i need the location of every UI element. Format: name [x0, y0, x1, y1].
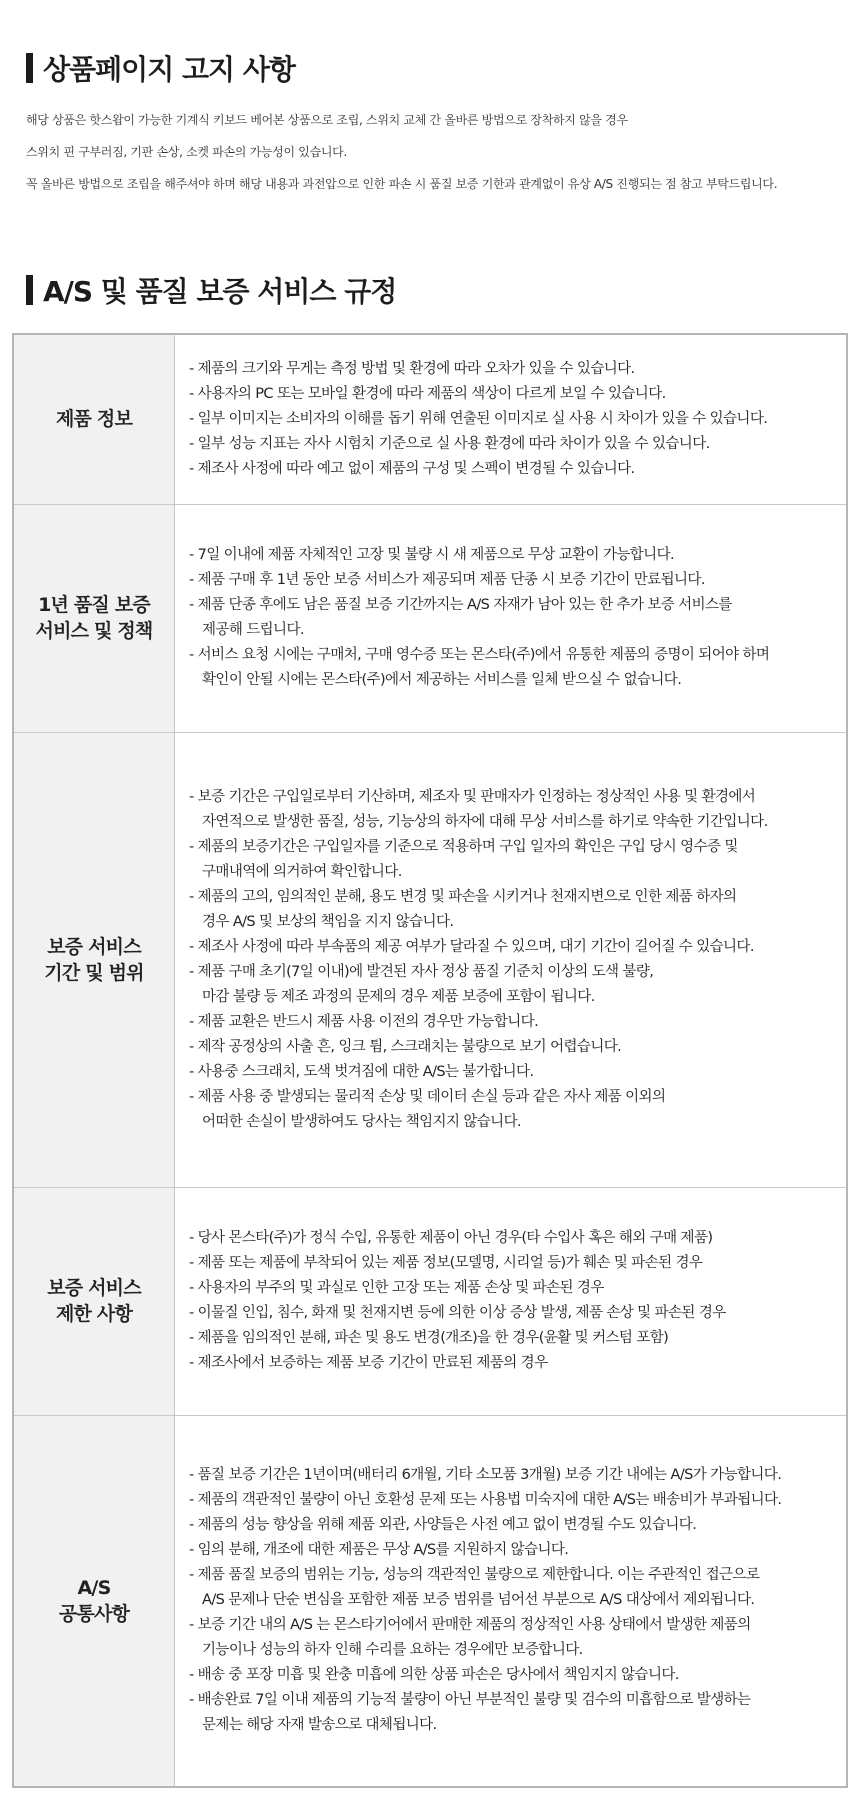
list-item: [189, 543, 836, 568]
notice-line: 스위치 핀 구부러짐, 기판 손상, 소켓 파손의 가능성이 있습니다.: [26, 145, 347, 159]
list-item-text: - 서비스 요청 시에는 구매처, 구매 영수증 또는 몬스타(주)에서 유통한 제품의 증명이 되어야 하며: [189, 647, 770, 663]
list-item: [189, 457, 836, 482]
list-item: [189, 885, 836, 935]
list-item-text: - 제품의 성능 향상을 위해 제품 외관, 사양들은 사전 예고 없이 변경될 수도 있습니다.: [189, 1517, 697, 1534]
row-as-common: [13, 1415, 847, 1787]
row-content: [175, 504, 848, 732]
list-item: [189, 935, 836, 960]
row-warranty-policy: [13, 504, 847, 732]
list-item: [189, 382, 836, 407]
list-item: [189, 785, 836, 835]
list-item-continuation: 확인이 안될 시에는 몬스타(주)에서 제공하는 서비스를 일체 받으실 수 없습니다.: [202, 672, 682, 688]
list-item: [189, 1513, 836, 1538]
row-label-line: 서비스 및 정책: [35, 620, 153, 642]
notice-section: [26, 48, 836, 208]
list-item: [189, 1060, 836, 1085]
notice-line: 꼭 올바른 방법으로 조립을 해주셔야 하며 해당 내용과 과전압으로 인한 파손 시 품질 보증 기한과 관계없이 유상 A/S 진행되는 점 참고 부탁드립니다.: [26, 177, 778, 191]
row-label: [13, 732, 175, 1187]
list-item-text: - 제품 교환은 반드시 제품 사용 이전의 경우만 가능합니다.: [189, 1013, 539, 1030]
list-item: [189, 1488, 836, 1513]
list-item-text: - 제품 구매 후 1년 동안 보증 서비스가 제공되며 제품 단종 시 보증 기간이 만료됩니다.: [189, 572, 705, 588]
list-item: [189, 1563, 836, 1613]
list-item: [189, 432, 836, 457]
list-item-text: - 제품 사용 중 발생되는 물리적 손상 및 데이터 손실 등과 같은 자사 제품 이외의: [189, 1088, 666, 1105]
row-label-line: 공통사항: [58, 1602, 130, 1625]
list-item-continuation: 기능이나 성능의 하자 인해 수리를 요하는 경우에만 보증합니다.: [202, 1642, 583, 1659]
list-item: [189, 1688, 836, 1738]
list-item: [189, 1301, 836, 1326]
list-item-text: - 제조사 사정에 따라 부속품의 제공 여부가 달라질 수 있으며, 대기 기간이 길어질 수 있습니다.: [189, 938, 754, 955]
row-label: [13, 504, 175, 732]
list-item-text: - 7일 이내에 제품 자체적인 고장 및 불량 시 새 제품으로 무상 교환이 가능합니다.: [189, 547, 675, 563]
list-item-text: - 제품의 크기와 무게는 측정 방법 및 환경에 따라 오차가 있을 수 있습니다.: [189, 360, 635, 377]
row-label-line: 보증 서비스: [47, 1277, 141, 1299]
list-item-text: - 사용자의 PC 또는 모바일 환경에 따라 제품의 색상이 다르게 보일 수 있습니다.: [189, 385, 666, 402]
row-label-line: 기간 및 범위: [44, 961, 144, 984]
list-item: [189, 835, 836, 885]
heading-bar: [26, 53, 33, 83]
list-item-continuation: 제공해 드립니다.: [202, 622, 304, 638]
list-item-text: - 보증 기간 내의 A/S 는 몬스타기어에서 판매한 제품의 정상적인 사용 상태에서 발생한 제품의: [189, 1617, 751, 1634]
list-item-text: - 배송완료 7일 이내 제품의 기능적 불량이 아닌 부분적인 불량 및 검수의 미흡함으로 발생하는: [189, 1692, 751, 1709]
row-product-info: [13, 334, 847, 504]
policy-table: [12, 333, 848, 1788]
notice-lines: [26, 112, 836, 192]
list-item-text: - 사용중 스크래치, 도색 벗겨짐에 대한 A/S는 불가합니다.: [189, 1063, 534, 1080]
list-item-text: - 제품의 보증기간은 구입일자를 기준으로 적용하며 구입 일자의 확인은 구입 당시 영수증 및: [189, 838, 738, 855]
row-label-line: A/S: [77, 1576, 111, 1599]
list-item-text: - 일부 이미지는 소비자의 이해를 돕기 위해 연출된 이미지로 실 사용 시 차이가 있을 수 있습니다.: [189, 410, 768, 427]
list-item-text: - 제품의 고의, 임의적인 분해, 용도 변경 및 파손을 시키거나 천재지변으로 인한 제품 하자의: [189, 888, 737, 905]
row-label-line: 1년 품질 보증: [38, 594, 150, 616]
row-label-line: 보증 서비스: [47, 935, 141, 958]
list-item-text: - 제품 단종 후에도 남은 품질 보증 기간까지는 A/S 자재가 남아 있는 한 추가 보증 서비스를: [189, 597, 732, 613]
heading-bar: [26, 275, 33, 305]
list-item-continuation: 어떠한 손실이 발생하여도 당사는 책임지지 않습니다.: [202, 1113, 522, 1130]
list-item: [189, 1085, 836, 1135]
as-section-title: A/S 및 품질 보증 서비스 규정: [43, 275, 397, 308]
list-item: [189, 1351, 836, 1376]
list-item: [189, 357, 836, 382]
list-item-text: - 제품 품질 보증의 범위는 기능, 성능의 객관적인 불량으로 제한합니다. 이는 주관적인 접근으로: [189, 1567, 760, 1584]
list-item-text: - 제조사에서 보증하는 제품 보증 기간이 만료된 제품의 경우: [189, 1355, 548, 1371]
list-item: [189, 1613, 836, 1663]
list-item-text: - 품질 보증 기간은 1년이며(배터리 6개월, 기타 소모품 3개월) 보증 기간 내에는 A/S가 가능합니다.: [189, 1467, 782, 1484]
row-label-line: 제품 정보: [55, 408, 133, 431]
list-item-text: - 제품 구매 초기(7일 이내)에 발견된 자사 정상 품질 기준치 이상의 도색 불량,: [189, 963, 654, 980]
list-item-text: - 임의 분해, 개조에 대한 제품은 무상 A/S를 지원하지 않습니다.: [189, 1542, 569, 1559]
row-content: [175, 334, 848, 504]
list-item-continuation: 경우 A/S 및 보상의 책임을 지지 않습니다.: [202, 913, 454, 930]
list-item: [189, 1010, 836, 1035]
list-item-continuation: A/S 문제나 단순 변심을 포함한 제품 보증 범위를 넘어선 부분으로 A/S 대상에서 제외됩니다.: [202, 1592, 755, 1609]
list-item: [189, 1463, 836, 1488]
list-item: [189, 643, 836, 693]
row-label: [13, 334, 175, 504]
list-item: [189, 1226, 836, 1251]
list-item-text: - 제작 공정상의 사출 흔, 잉크 튐, 스크래치는 불량으로 보기 어렵습니다.: [189, 1038, 622, 1055]
list-item-continuation: 문제는 해당 자재 발송으로 대체됩니다.: [202, 1717, 437, 1734]
list-item-text: - 제품 또는 제품에 부착되어 있는 제품 정보(모델명, 시리얼 등)가 훼손 및 파손된 경우: [189, 1255, 703, 1271]
row-content: [175, 732, 848, 1187]
list-item: [189, 568, 836, 593]
list-item: [189, 593, 836, 643]
list-item: [189, 1276, 836, 1301]
row-content: [175, 1187, 848, 1415]
row-content: [175, 1415, 848, 1787]
notice-heading: [26, 48, 836, 88]
list-item-continuation: 구매내역에 의거하여 확인합니다.: [202, 863, 402, 880]
row-label: [13, 1187, 175, 1415]
list-item: [189, 1538, 836, 1563]
notice-line: 해당 상품은 핫스왑이 가능한 기계식 키보드 베어본 상품으로 조립, 스위치 교체 간 올바른 방법으로 장착하지 않을 경우: [26, 113, 628, 127]
list-item-text: - 당사 몬스타(주)가 정식 수입, 유통한 제품이 아닌 경우(타 수입사 혹은 해외 구매 제품): [189, 1230, 713, 1246]
list-item-text: - 사용자의 부주의 및 과실로 인한 고장 또는 제품 손상 및 파손된 경우: [189, 1280, 604, 1296]
as-section-heading: [26, 270, 396, 310]
row-warranty-limits: [13, 1187, 847, 1415]
list-item-text: - 배송 중 포장 미흡 및 완충 미흡에 의한 상품 파손은 당사에서 책임지지 않습니다.: [189, 1667, 679, 1684]
list-item-text: - 제품의 객관적인 불량이 아닌 호환성 문제 또는 사용법 미숙지에 대한 A/S는 배송비가 부과됩니다.: [189, 1492, 782, 1509]
list-item-continuation: 마감 불량 등 제조 과정의 문제의 경우 제품 보증에 포함이 됩니다.: [202, 988, 595, 1005]
row-warranty-scope: [13, 732, 847, 1187]
row-label-line: 제한 사항: [55, 1303, 133, 1325]
list-item-text: - 보증 기간은 구입일로부터 기산하며, 제조자 및 판매자가 인정하는 정상적인 사용 및 환경에서: [189, 788, 756, 805]
list-item-continuation: 자연적으로 발생한 품질, 성능, 기능상의 하자에 대해 무상 서비스를 하기로 약속한 기간입니다.: [202, 813, 768, 830]
list-item-text: - 제조사 사정에 따라 예고 없이 제품의 구성 및 스펙이 변경될 수 있습니다.: [189, 460, 635, 477]
notice-title: 상품페이지 고지 사항: [43, 53, 295, 86]
list-item: [189, 1035, 836, 1060]
list-item: [189, 1251, 836, 1276]
list-item-text: - 이물질 인입, 침수, 화재 및 천재지변 등에 의한 이상 증상 발생, 제품 손상 및 파손된 경우: [189, 1305, 726, 1321]
list-item: [189, 1326, 836, 1351]
list-item-text: - 제품을 임의적인 분해, 파손 및 용도 변경(개조)을 한 경우(윤활 및 커스텀 포함): [189, 1330, 669, 1346]
list-item: [189, 407, 836, 432]
row-label: [13, 1415, 175, 1787]
list-item: [189, 1663, 836, 1688]
list-item: [189, 960, 836, 1010]
list-item-text: - 일부 성능 지표는 자사 시험치 기준으로 실 사용 환경에 따라 차이가 있을 수 있습니다.: [189, 435, 710, 452]
